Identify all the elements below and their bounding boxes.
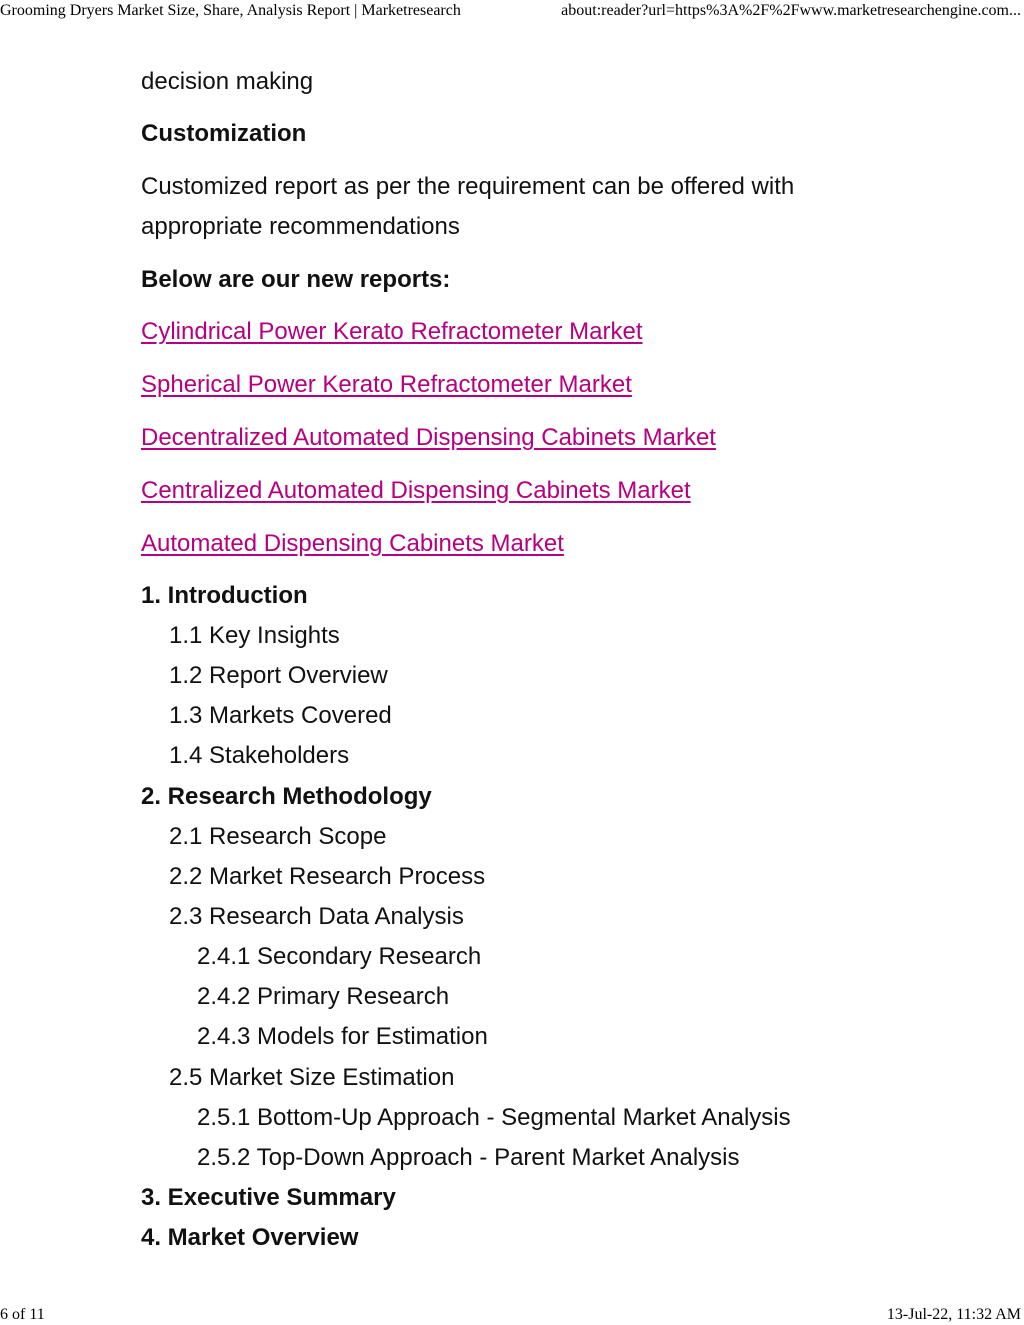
toc-item: 2.3 Research Data Analysis bbox=[169, 903, 464, 930]
print-footer bbox=[0, 1302, 1024, 1324]
new-reports-heading: Below are our new reports: bbox=[141, 266, 451, 293]
toc-item: 2.5.1 Bottom-Up Approach - Segmental Market Analysis bbox=[197, 1104, 791, 1131]
toc-item: 2.4.1 Secondary Research bbox=[197, 943, 482, 970]
page-title: Grooming Dryers Market Size, Share, Analysis Report | Marketresearch bbox=[0, 2, 461, 19]
toc-item: 1.1 Key Insights bbox=[169, 622, 340, 649]
page-url: about:reader?url=https%3A%2F%2Fwww.marketresearchengine.com... bbox=[561, 2, 1021, 19]
report-link-automated[interactable]: Automated Dispensing Cabinets Market bbox=[141, 530, 564, 557]
toc-item: 3. Executive Summary bbox=[141, 1184, 396, 1211]
toc-item: 1.3 Markets Covered bbox=[169, 702, 392, 729]
toc-item: 1. Introduction bbox=[141, 582, 308, 609]
customization-text-line1: Customized report as per the requirement can be offered with bbox=[141, 173, 795, 200]
customization-heading: Customization bbox=[141, 120, 307, 147]
toc-item: 1.4 Stakeholders bbox=[169, 742, 350, 769]
toc-item: 2.5.2 Top-Down Approach - Parent Market Analysis bbox=[197, 1144, 740, 1171]
print-timestamp: 13-Jul-22, 11:32 AM bbox=[886, 1306, 1021, 1323]
report-link-centralized[interactable]: Centralized Automated Dispensing Cabinets Market bbox=[141, 477, 691, 504]
intro-tail-text: decision making bbox=[141, 68, 314, 95]
report-link-decentralized[interactable]: Decentralized Automated Dispensing Cabinets Market bbox=[141, 424, 716, 451]
print-header bbox=[0, 0, 1024, 24]
report-link-cylindrical[interactable]: Cylindrical Power Kerato Refractometer Market bbox=[141, 318, 643, 345]
page-number: 6 of 11 bbox=[0, 1306, 45, 1323]
toc-item: 2.2 Market Research Process bbox=[169, 863, 486, 890]
toc-item: 2.4.2 Primary Research bbox=[197, 983, 450, 1010]
toc-item: 4. Market Overview bbox=[141, 1224, 359, 1251]
toc-item: 2. Research Methodology bbox=[141, 783, 432, 810]
report-link-spherical[interactable]: Spherical Power Kerato Refractometer Market bbox=[141, 371, 632, 398]
customization-text-line2: appropriate recommendations bbox=[141, 213, 460, 240]
toc-item: 2.5 Market Size Estimation bbox=[169, 1064, 455, 1091]
toc-item: 2.1 Research Scope bbox=[169, 823, 387, 850]
toc-item: 1.2 Report Overview bbox=[169, 662, 388, 689]
toc-item: 2.4.3 Models for Estimation bbox=[197, 1023, 488, 1050]
